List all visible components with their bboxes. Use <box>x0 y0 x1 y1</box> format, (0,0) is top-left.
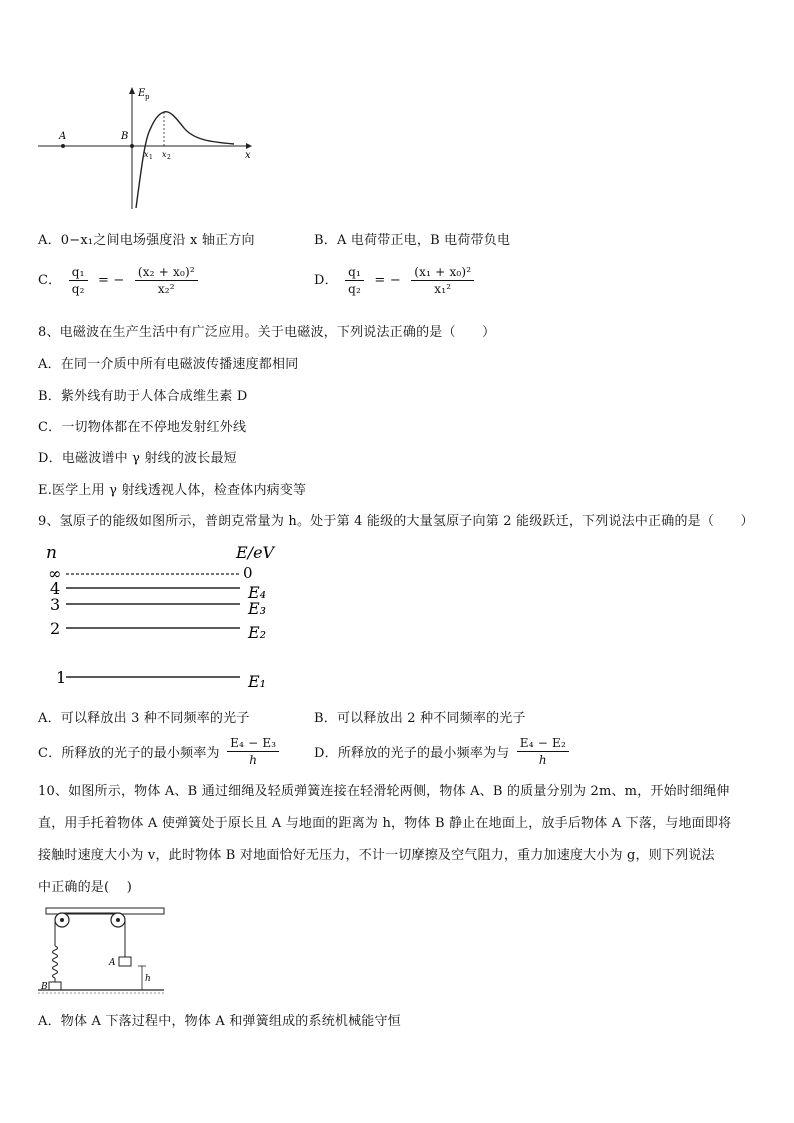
q7-option-d <box>314 264 477 297</box>
level-n-3: 3 <box>50 595 61 614</box>
energy-level-diagram <box>40 540 290 695</box>
q8-option-c: C．一切物体都在不停地发射红外线 <box>38 420 247 435</box>
q9-option-d-fraction <box>517 735 569 768</box>
q7-c-lhs-den: q₂ <box>71 282 85 296</box>
q10-stem-line-4: 中正确的是( ) <box>38 880 133 895</box>
q7-option-c <box>38 264 201 297</box>
q9-option-a: A．可以释放出 3 种不同频率的光子 <box>38 711 250 726</box>
level-e-4: E₄ <box>248 583 267 602</box>
q9-option-c-fraction <box>227 735 279 768</box>
q8-option-d: D．电磁波谱中 γ 射线的波长最短 <box>38 451 237 466</box>
pulley-spring-figure <box>38 902 168 998</box>
graph-x-label: x <box>245 150 251 161</box>
diagram-e-label: E/eV <box>236 543 275 562</box>
graph-x2-sub: 2 <box>167 154 171 161</box>
q9-option-c <box>38 735 282 768</box>
graph-point-a: A <box>59 131 67 142</box>
level-e-inf: 0 <box>243 564 253 582</box>
q7-option-d-label: D． <box>314 273 338 288</box>
graph-x1-sub: 1 <box>149 154 153 161</box>
q7-c-eq: = − <box>97 273 125 288</box>
q7-option-c-lhs <box>69 264 88 297</box>
figure-label-a: A <box>109 958 116 968</box>
level-e-3: E₃ <box>248 599 267 618</box>
q7-d-lhs-den: q₂ <box>348 282 362 296</box>
graph-point-b: B <box>121 131 129 142</box>
figure-label-b: B <box>41 982 48 992</box>
q7-option-a: A．0−x₁之间电场强度沿 x 轴正方向 <box>38 233 255 248</box>
q7-option-d-rhs <box>411 264 474 297</box>
q7-d-eq: = − <box>374 273 401 288</box>
q8-stem: 8、电磁波在生产生活中有广泛应用。关于电磁波，下列说法正确的是（ ） <box>38 325 496 340</box>
graph-x2-label: x <box>162 150 167 159</box>
q10-option-a: A．物体 A 下落过程中，物体 A 和弹簧组成的系统机械能守恒 <box>38 1014 401 1029</box>
q9-option-d <box>314 735 572 768</box>
q10-stem-line-2: 直，用手托着物体 A 使弹簧处于原长且 A 与地面的距离为 h，物体 B 静止在地面上，放手后物体 A 下落，与地面即将 <box>38 816 732 831</box>
graph-y-sub: p <box>145 93 150 101</box>
q9-option-b: B．可以释放出 2 种不同频率的光子 <box>314 711 526 726</box>
q7-option-b: B．A 电荷带正电，B 电荷带负电 <box>314 233 511 248</box>
q7-c-rhs-den: x₂² <box>157 282 175 296</box>
q9-stem: 9、氢原子的能级如图所示，普朗克常量为 h。处于第 4 能级的大量氢原子向第 2 能级跃迁，下列说法中正确的是（ ） <box>38 514 754 529</box>
q9-c-den: h <box>249 753 258 767</box>
q8-option-e: E.医学上用 γ 射线透视人体，检查体内病变等 <box>38 483 307 498</box>
level-n-4: 4 <box>50 579 61 598</box>
q9-option-c-text: C．所释放的光子的最小频率为 <box>38 746 220 761</box>
q7-d-rhs-num: (x₁ + x₀)² <box>411 264 474 281</box>
q9-option-d-text: D．所释放的光子的最小频率为与 <box>314 746 510 761</box>
q7-option-d-lhs <box>345 264 364 297</box>
q8-option-b: B．紫外线有助于人体合成维生素 D <box>38 389 248 404</box>
q10-stem-line-3: 接触时速度大小为 v，此时物体 B 对地面恰好无压力，不计一切摩擦及空气阻力，重力加速度大小为 g，则下列说法 <box>38 848 715 863</box>
q7-d-rhs-den: x₁² <box>434 282 452 296</box>
q10-stem-line-1: 10、如图所示，物体 A、B 通过细绳及轻质弹簧连接在轻滑轮两侧，物体 A、B 的质量分别为 2m、m，开始时细绳伸 <box>38 784 730 799</box>
level-e-2: E₂ <box>248 623 267 642</box>
q7-c-lhs-num: q₁ <box>69 264 88 281</box>
level-e-1: E₁ <box>248 672 267 691</box>
q9-d-den: h <box>538 753 547 767</box>
q9-d-num: E₄ − E₂ <box>517 735 569 752</box>
q9-c-num: E₄ − E₃ <box>227 735 279 752</box>
diagram-n-label: n <box>46 543 57 563</box>
q7-option-c-rhs <box>135 264 198 297</box>
level-n-2: 2 <box>50 619 61 638</box>
level-n-inf: ∞ <box>48 564 62 583</box>
graph-y-label: E <box>138 88 146 99</box>
q7-d-lhs-num: q₁ <box>345 264 364 281</box>
graph-x1-label: x <box>144 150 149 159</box>
q7-c-rhs-num: (x₂ + x₀)² <box>135 264 198 281</box>
figure-label-h: h <box>145 974 151 984</box>
q8-option-a: A．在同一介质中所有电磁波传播速度都相同 <box>38 357 299 372</box>
potential-energy-graph <box>36 84 261 214</box>
q7-option-c-label: C． <box>38 273 62 288</box>
level-n-1: 1 <box>56 668 67 687</box>
